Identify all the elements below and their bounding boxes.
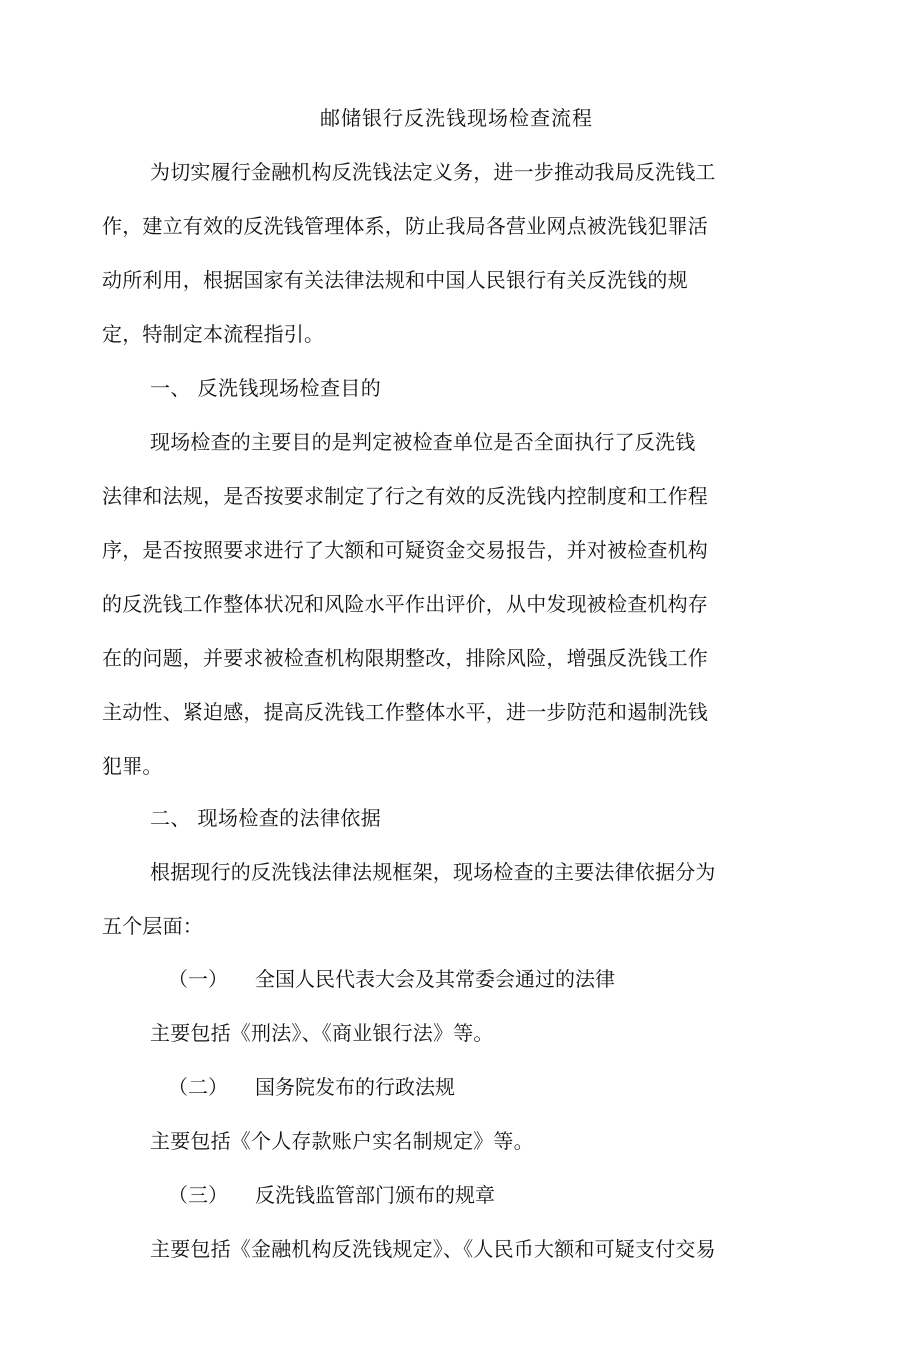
intro-line-2: 作，建立有效的反洗钱管理体系，防止我局各营业网点被洗钱犯罪活 [102, 214, 708, 238]
section-1-line-4: 的反洗钱工作整体状况和风险水平作出评价，从中发现被检查机构存 [102, 592, 708, 616]
section-1-line-3: 序，是否按照要求进行了大额和可疑资金交易报告，并对被检查机构 [102, 538, 708, 562]
intro-line-3: 动所利用，根据国家有关法律法规和中国人民银行有关反洗钱的规 [102, 268, 688, 292]
item-2-number: （二） [168, 1075, 228, 1099]
section-1-line-1: 现场检查的主要目的是判定被检查单位是否全面执行了反洗钱 [150, 430, 696, 454]
item-1-number: （一） [168, 967, 228, 991]
section-1-line-6: 主动性、紧迫感，提高反洗钱工作整体水平，进一步防范和遏制洗钱 [102, 700, 708, 724]
section-2-line-2: 五个层面： [102, 914, 203, 938]
section-2-heading: 二、 现场检查的法律依据 [150, 806, 382, 830]
section-1-line-2: 法律和法规，是否按要求制定了行之有效的反洗钱内控制度和工作程 [102, 484, 708, 508]
document-title: 邮储银行反洗钱现场检查流程 [320, 106, 593, 130]
intro-line-4: 定，特制定本流程指引。 [102, 322, 325, 346]
item-2-body: 主要包括《个人存款账户实名制规定》等。 [150, 1129, 534, 1153]
item-3-number: （三） [168, 1183, 228, 1207]
section-2-line-1: 根据现行的反洗钱法律法规框架，现场检查的主要法律依据分为 [150, 860, 716, 884]
item-1-body: 主要包括《刑法》、《商业银行法》等。 [150, 1021, 494, 1045]
intro-line-1: 为切实履行金融机构反洗钱法定义务，进一步推动我局反洗钱工 [150, 160, 716, 184]
item-3-body: 主要包括《金融机构反洗钱规定》、《人民币大额和可疑支付交易 [150, 1237, 716, 1261]
section-1-heading: 一、 反洗钱现场检查目的 [150, 376, 382, 400]
item-2-label: 国务院发布的行政法规 [255, 1075, 455, 1099]
section-1-line-7: 犯罪。 [102, 754, 163, 778]
item-1-label: 全国人民代表大会及其常委会通过的法律 [255, 967, 615, 991]
item-3-label: 反洗钱监管部门颁布的规章 [255, 1183, 495, 1207]
section-1-line-5: 在的问题，并要求被检查机构限期整改，排除风险，增强反洗钱工作 [102, 646, 708, 670]
